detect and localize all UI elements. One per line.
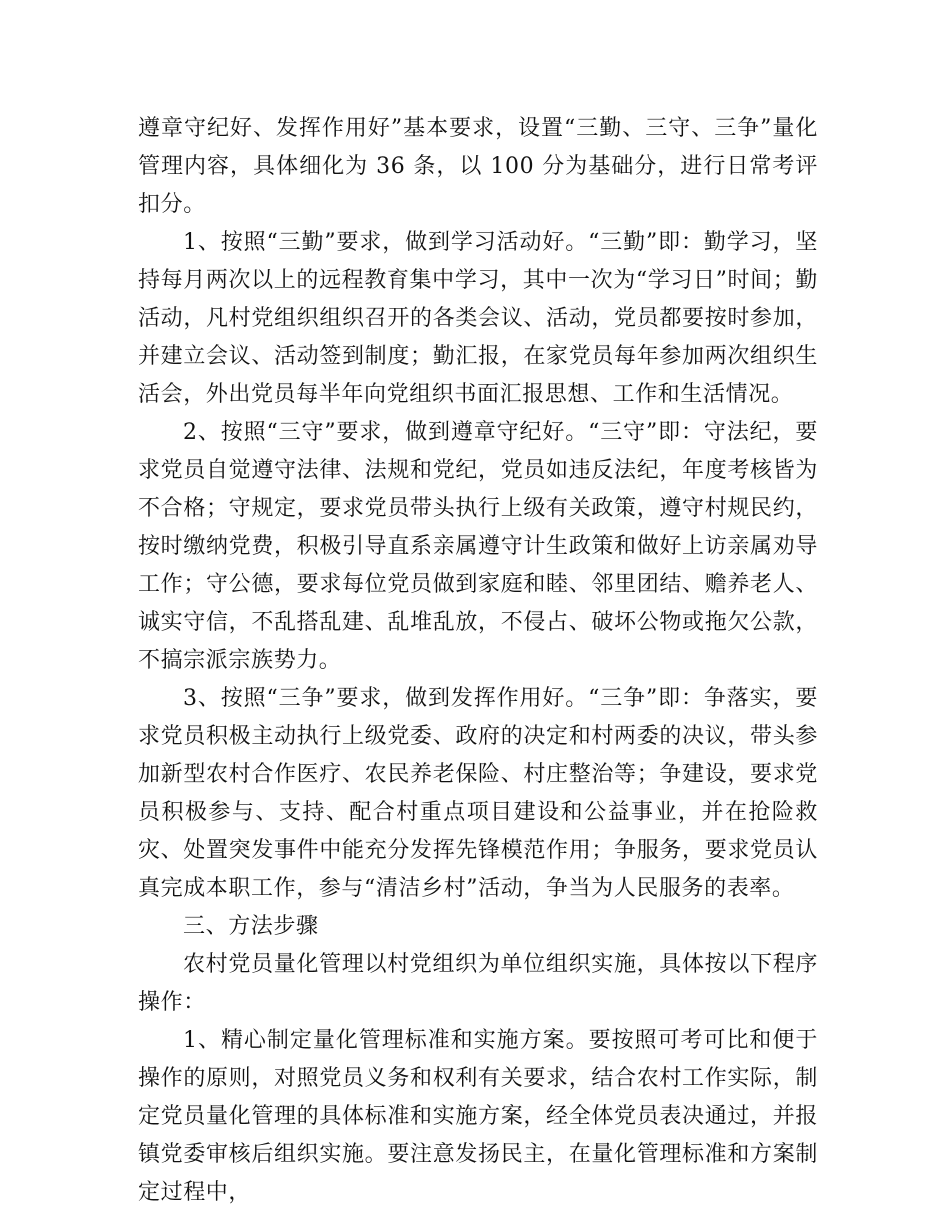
paragraph-three-striving: 3、按照“三争”要求，做到发挥作用好。“三争”即：争落实，要求党员积极主动执行上级党委、政府的决定和村两委的决议，带头参加新型农村合作医疗、农民养老保险、村庄整治等；争建设，要求党员积极参与、支持、配合村重点项目建设和公益事业，并在抢险救灾、处置突发事件中能充分发挥先锋模范作用；争服务，要求党员认真完成本职工作，参与“清洁乡村”活动，争当为人民服务的表率。 (138, 686, 818, 901)
section-heading-method-steps: 三、方法步骤 (183, 914, 319, 939)
document-body (138, 110, 818, 1212)
paragraph-three-diligence: 1、按照“三勤”要求，做到学习活动好。“三勤”即：勤学习，坚持每月两次以上的远程教育集中学习，其中一次为“学习日”时间；勤活动，凡村党组织组织召开的各类会议、活动，党员都要按时参加，并建立会议、活动签到制度；勤汇报，在家党员每年参加两次组织生活会，外出党员每半年向党组织书面汇报思想、工作和生活情况。 (138, 230, 818, 407)
paragraph-procedure-intro: 农村党员量化管理以村党组织为单位组织实施，具体按以下程序操作： (138, 952, 818, 1015)
paragraph-continued-requirements: 遵章守纪好、发挥作用好”基本要求，设置“三勤、三守、三争”量化管理内容，具体细化为 36 条，以 100 分为基础分，进行日常考评扣分。 (138, 116, 818, 217)
paragraph-step-one: 1、精心制定量化管理标准和实施方案。要按照可考可比和便于操作的原则，对照党员义务和权利有关要求，结合农村工作实际，制定党员量化管理的具体标准和实施方案，经全体党员表决通过，并报镇党委审核后组织实施。要注意发扬民主，在量化管理标准和方案制定过程中， (138, 1028, 818, 1205)
paragraph-three-observance: 2、按照“三守”要求，做到遵章守纪好。“三守”即：守法纪，要求党员自觉遵守法律、法规和党纪，党员如违反法纪，年度考核皆为不合格；守规定，要求党员带头执行上级有关政策，遵守村规民约，按时缴纳党费，积极引导直系亲属遵守计生政策和做好上访亲属劝导工作；守公德，要求每位党员做到家庭和睦、邻里团结、赡养老人、诚实守信，不乱搭乱建、乱堆乱放，不侵占、破坏公物或拖欠公款，不搞宗派宗族势力。 (138, 420, 818, 673)
